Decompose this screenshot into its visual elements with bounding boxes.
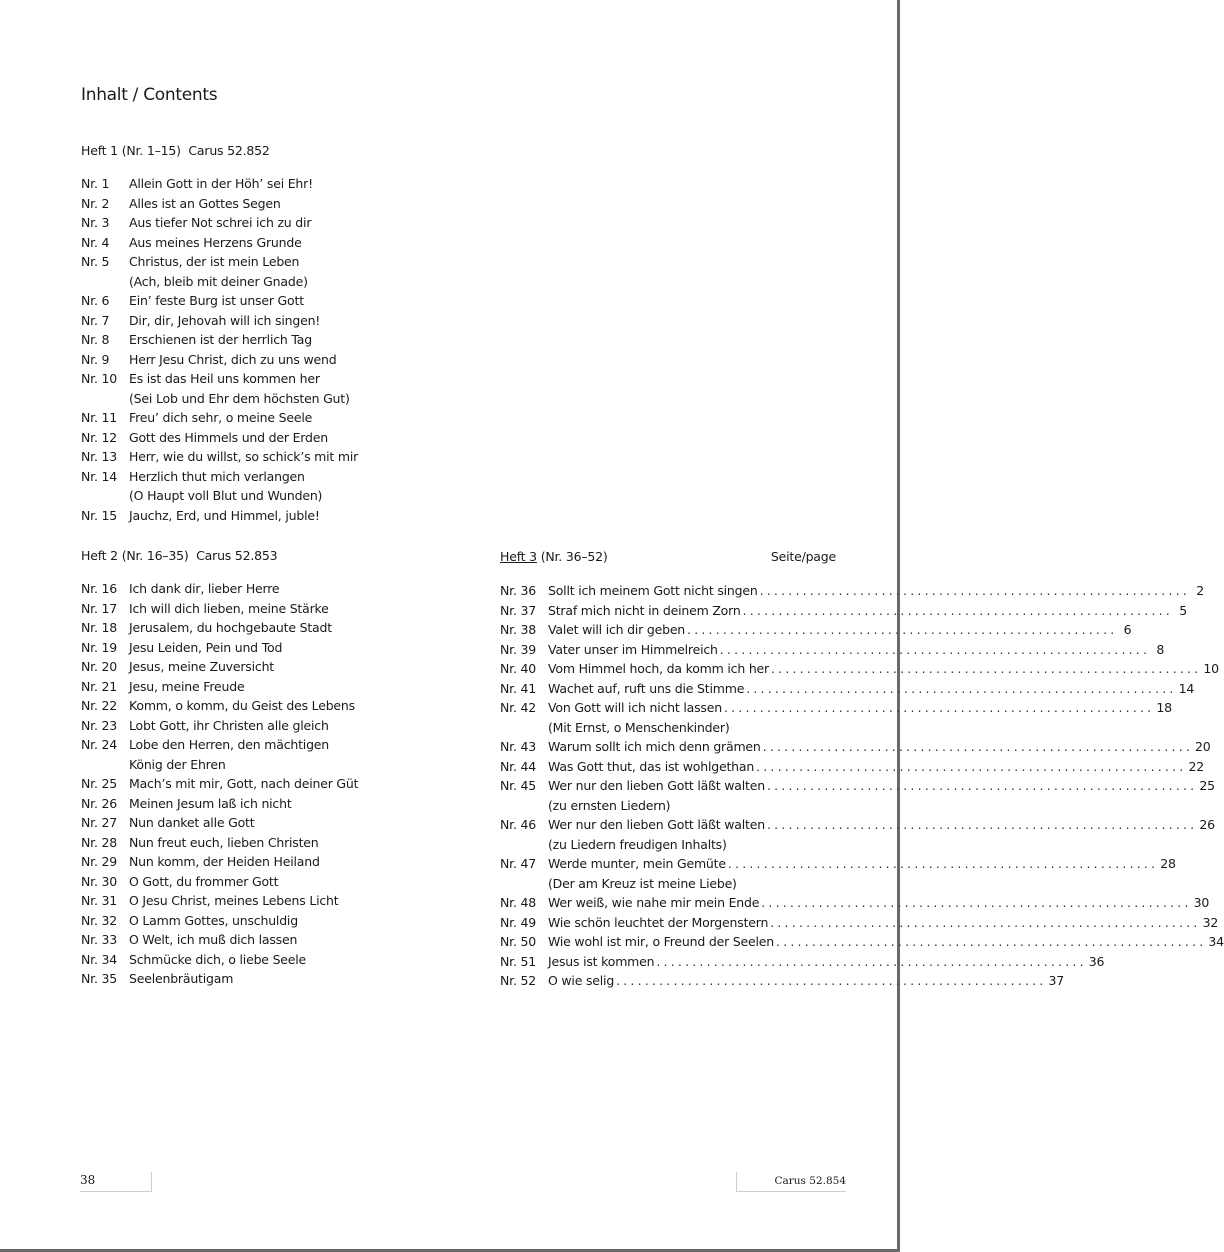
entry-page: 34 [1208,934,1224,949]
entry-title-block [129,350,336,370]
entry-title: Allein Gott in der Höh’ sei Ehr! [129,176,313,191]
entry-title-block [129,291,304,311]
toc-entry [81,311,358,331]
entry-title: Seelenbräutigam [129,971,234,986]
entry-line [548,932,1224,952]
entry-title-block [129,213,311,233]
entry-line [548,698,1172,718]
entry-title: Herr Jesu Christ, dich zu uns wend [129,351,337,367]
entry-number: Nr. 20 [81,659,117,674]
heft2-heading [81,548,277,563]
dot-leader: ............................................................ [616,973,1047,988]
entry-number: Nr. 46 [500,817,536,832]
toc-entry [500,679,1195,699]
heft2-range: (Nr. 16–35) [121,548,189,563]
toc-entry [81,657,358,677]
entry-subtitle: (zu Liedern freudigen Inhalts) [548,836,727,852]
entry-title: Wachet auf, ruft uns die Stimme [548,680,745,696]
dot-leader: ............................................................ [756,758,1187,774]
entry-title-block [129,233,302,253]
entry-title: Schmücke dich, o liebe Seele [129,951,307,967]
entry-title: O Welt, ich muß dich lassen [129,932,298,947]
entry-title: Freu’ dich sehr, o meine Seele [129,410,313,425]
entry-title-block [129,930,297,950]
entry-page: 32 [1202,914,1219,930]
toc-entry [500,971,1064,991]
toc-entry [81,579,358,599]
entry-title-block [129,852,320,872]
heft3-heading [500,549,836,564]
entry-title-block [129,428,328,448]
entry-title-block [129,911,298,931]
entry-title-block [129,891,338,911]
toc-entry [81,696,358,716]
toc-entry [81,950,358,970]
entry-title: Ich will dich lieben, meine Stärke [129,600,329,616]
entry-page: 18 [1156,700,1172,715]
entry-body [548,952,1105,972]
entry-number: Nr. 22 [81,698,117,713]
entry-number: Nr. 5 [81,254,110,269]
entry-number: Nr. 17 [81,600,117,616]
heft3-range: (Nr. 36–52) [540,549,608,564]
entry-body [548,815,1215,854]
entry-number: Nr. 45 [500,778,536,793]
entry-number: Nr. 38 [500,622,536,637]
entry-title: Jerusalem, du hochgebaute Stadt [129,620,332,635]
entry-line [548,620,1132,640]
entry-page: 8 [1156,641,1165,657]
entry-body [548,757,1204,777]
entry-number: Nr. 2 [81,195,110,211]
entry-number: Nr. 6 [81,293,110,308]
entry-line [548,640,1165,660]
entry-line [548,913,1219,933]
heft3-list [500,581,1224,991]
entry-line [548,757,1204,777]
toc-entry [500,776,1215,815]
toc-entry [81,852,358,872]
entry-number: Nr. 21 [81,678,117,694]
entry-title-block [129,794,292,814]
entry-subtitle: (Ach, bleib mit deiner Gnade) [129,273,308,289]
entry-number: Nr. 13 [81,449,117,464]
entry-title-block [129,311,320,331]
toc-entry [81,891,358,911]
entry-title: Jesu, meine Freude [129,678,245,694]
entry-number: Nr. 4 [81,234,110,250]
dot-leader: ............................................................ [723,700,1155,715]
entry-title-block [129,872,278,892]
entry-title: Wie wohl ist mir, o Freund der Seelen [548,934,775,949]
entry-number: Nr. 24 [81,737,117,752]
toc-entry [500,737,1211,757]
entry-body [548,776,1215,815]
dot-leader: ............................................................ [766,778,1198,793]
entry-body [548,620,1132,640]
entry-number: Nr. 29 [81,854,117,869]
entry-subtitle: (O Haupt voll Blut und Wunden) [129,488,323,503]
entry-title: Alles ist an Gottes Segen [129,195,281,211]
entry-title-block [129,950,306,970]
entry-title: Jesus, meine Zuversicht [129,659,274,674]
dot-leader: ............................................................ [776,934,1207,949]
entry-body [548,913,1219,933]
entry-number: Nr. 23 [81,717,117,733]
toc-entry [81,330,358,350]
dot-leader: ............................................................ [761,895,1192,910]
entry-title-block [129,194,281,214]
entry-title: Dir, dir, Jehovah will ich singen! [129,312,321,328]
entry-title: Nun danket alle Gott [129,815,255,830]
dot-leader: ............................................................ [727,856,1159,871]
entry-title: Aus meines Herzens Grunde [129,234,302,250]
entry-page: 26 [1199,817,1215,832]
heft1-heading [81,143,270,158]
entry-number: Nr. 16 [81,581,117,596]
entry-title: Ein’ feste Burg ist unser Gott [129,293,304,308]
entry-title-block [129,408,312,428]
entry-title: Christus, der ist mein Leben [129,254,300,269]
toc-entry [81,618,358,638]
entry-line [548,737,1211,757]
entry-body [548,932,1224,952]
dot-leader: ............................................................ [656,953,1087,969]
entry-title: Ich dank dir, lieber Herre [129,581,280,596]
entry-number: Nr. 3 [81,215,110,230]
entry-number: Nr. 50 [500,934,536,949]
entry-title: Wer weiß, wie nahe mir mein Ende [548,895,760,910]
entry-title-block [129,774,358,794]
entry-page: 22 [1188,758,1204,774]
entry-number: Nr. 39 [500,641,536,657]
entry-title: Sollt ich meinem Gott nicht singen [548,583,758,598]
entry-subtitle: (zu ernsten Liedern) [548,797,671,813]
entry-body [548,601,1187,621]
entry-title: Jesu Leiden, Pein und Tod [129,639,283,655]
entry-title-block [129,813,254,833]
entry-number: Nr. 42 [500,700,536,715]
entry-page: 2 [1196,583,1204,598]
entry-line [548,776,1215,796]
toc-entry [81,291,358,311]
heft2-list [81,579,358,989]
entry-title: Von Gott will ich nicht lassen [548,700,722,715]
toc-entry [81,969,358,989]
entry-title: Lobt Gott, ihr Christen alle gleich [129,717,329,733]
toc-entry [81,350,358,370]
heft1-label: Heft 1 [81,143,118,158]
entry-number: Nr. 31 [81,893,117,908]
toc-entry [81,252,358,291]
entry-line [548,971,1064,991]
entry-title: Nun komm, der Heiden Heiland [129,854,320,869]
entry-number: Nr. 37 [500,602,536,618]
entry-title: Was Gott thut, das ist wohlgethan [548,758,755,774]
heft1-list [81,174,358,525]
entry-title-block [129,969,233,989]
heft3-page-label: Seite/page [770,549,836,564]
entry-title: O Lamm Gottes, unschuldig [129,912,298,928]
toc-entry [500,854,1176,893]
entry-number: Nr. 1 [81,176,110,191]
page-number: 38 [80,1172,152,1192]
entry-title: O Gott, du frommer Gott [129,873,279,889]
entry-title: O Jesu Christ, meines Lebens Licht [129,893,339,908]
entry-title-block [129,696,355,716]
entry-title-block [129,252,308,291]
toc-entry [500,698,1172,737]
toc-entry [81,213,358,233]
entry-number: Nr. 47 [500,856,536,871]
entry-subtitle: König der Ehren [129,756,226,772]
toc-entry [500,952,1105,972]
entry-page: 36 [1088,953,1105,969]
toc-entry [500,913,1219,933]
entry-line [548,952,1105,972]
entry-number: Nr. 15 [81,507,117,523]
entry-number: Nr. 51 [500,953,536,969]
entry-line [548,601,1187,621]
toc-entry [500,893,1210,913]
entry-number: Nr. 48 [500,895,536,910]
toc-entry [81,735,358,774]
entry-number: Nr. 49 [500,914,536,930]
entry-title-block [129,599,329,619]
entry-number: Nr. 41 [500,680,536,696]
entry-title: Herzlich thut mich verlangen [129,468,305,484]
entry-title: Es ist das Heil uns kommen her [129,371,320,386]
page-title: Inhalt / Contents [81,85,218,105]
entry-title-block [129,618,332,638]
entry-number: Nr. 26 [81,795,117,811]
dot-leader: ............................................................ [762,739,1194,754]
entry-subtitle: (Sei Lob und Ehr dem höchsten Gut) [129,390,350,406]
entry-title: Komm, o komm, du Geist des Lebens [129,698,355,713]
dot-leader: ............................................................ [766,817,1198,832]
toc-entry [81,506,358,526]
toc-entry [81,428,358,448]
toc-entry [81,716,358,736]
toc-entry [81,930,358,950]
entry-page: 37 [1048,973,1064,988]
entry-title: O wie selig [548,973,615,988]
entry-number: Nr. 40 [500,661,536,676]
toc-entry [81,174,358,194]
entry-number: Nr. 14 [81,468,117,484]
heft1-range: (Nr. 1–15) [121,143,181,158]
entry-title: Mach’s mit mir, Gott, nach deiner Güt [129,776,359,791]
toc-entry [500,581,1204,601]
toc-entry [500,659,1219,679]
entry-title-block [129,833,319,853]
toc-entry [500,757,1204,777]
toc-entry [81,911,358,931]
entry-number: Nr. 43 [500,739,536,754]
entry-title: Erschienen ist der herrlich Tag [129,332,312,347]
entry-line [548,815,1215,835]
toc-entry [500,601,1187,621]
entry-title-block [129,447,358,467]
entry-number: Nr. 8 [81,332,110,347]
entry-number: Nr. 25 [81,776,117,791]
entry-page: 20 [1195,739,1211,754]
entry-body [548,698,1172,737]
toc-entry [81,833,358,853]
toc-entry [81,813,358,833]
entry-number: Nr. 18 [81,620,117,635]
dot-leader: ............................................................ [687,622,1118,637]
entry-body [548,581,1204,601]
entry-title: Wie schön leuchtet der Morgenstern [548,914,769,930]
entry-title: Lobe den Herren, den mächtigen [129,737,330,752]
entry-number: Nr. 36 [500,583,536,598]
entry-page: 10 [1203,661,1219,676]
entry-number: Nr. 32 [81,912,117,928]
entry-title: Werde munter, mein Gemüte [548,856,726,871]
toc-entry [500,932,1224,952]
entry-page: 5 [1179,602,1187,618]
entry-title-block [129,330,312,350]
entry-number: Nr. 34 [81,951,117,967]
entry-line [548,893,1210,913]
entry-title: Herr, wie du willst, so schick’s mit mir [129,449,359,464]
entry-title-block [129,369,350,408]
entry-number: Nr. 12 [81,429,117,445]
entry-title-block [129,638,282,658]
entry-body [548,854,1176,893]
entry-body [548,737,1211,757]
entry-line [548,659,1219,679]
entry-body [548,659,1219,679]
toc-entry [81,599,358,619]
entry-title-block [129,506,320,526]
toc-entry [500,620,1132,640]
toc-entry [81,677,358,697]
entry-title-block [129,657,274,677]
entry-title-block [129,716,329,736]
entry-number: Nr. 27 [81,815,117,830]
entry-number: Nr. 28 [81,834,117,850]
entry-number: Nr. 19 [81,639,117,655]
heft3-label: Heft 3 [500,549,537,564]
toc-entry [81,447,358,467]
toc-entry [500,815,1215,854]
toc-entry [81,194,358,214]
toc-entry [81,794,358,814]
entry-number: Nr. 9 [81,351,110,367]
entry-title: Meinen Jesum laß ich nicht [129,795,292,811]
toc-entry [81,774,358,794]
entry-line [548,854,1176,874]
entry-title: Wer nur den lieben Gott läßt walten [548,778,765,793]
entry-title-block [129,579,279,599]
entry-number: Nr. 33 [81,932,117,947]
entry-title-block [129,467,322,506]
entry-title: Straf mich nicht in deinem Zorn [548,602,741,618]
toc-entry [81,872,358,892]
dot-leader: ............................................................ [770,914,1201,930]
toc-entry [81,408,358,428]
entry-title: Jauchz, Erd, und Himmel, juble! [129,507,320,523]
entry-subtitle: (Der am Kreuz ist meine Liebe) [548,875,737,891]
entry-number: Nr. 35 [81,971,117,986]
entry-title: Gott des Himmels und der Erden [129,429,328,445]
entry-title: Jesus ist kommen [548,953,655,969]
entry-page: 25 [1199,778,1215,793]
entry-body [548,640,1165,660]
entry-number: Nr. 10 [81,371,117,386]
dot-leader: ............................................................ [770,661,1202,676]
entry-number: Nr. 30 [81,873,117,889]
entry-title: Warum sollt ich mich denn grämen [548,739,761,754]
entry-line [548,581,1204,601]
dot-leader: ............................................................ [746,680,1177,696]
toc-entry [81,233,358,253]
toc-entry [500,640,1165,660]
entry-body [548,893,1210,913]
dot-leader: ............................................................ [742,602,1173,618]
entry-number: Nr. 11 [81,410,117,425]
entry-page: 28 [1160,856,1176,871]
entry-page: 30 [1193,895,1210,910]
entry-title: Aus tiefer Not schrei ich zu dir [129,215,312,230]
entry-title-block [129,677,244,697]
entry-body [548,971,1064,991]
toc-entry [81,467,358,506]
entry-number: Nr. 44 [500,758,536,774]
dot-leader: ............................................................ [759,583,1190,598]
entry-title-block [129,735,329,774]
entry-line [548,679,1195,699]
entry-page: 6 [1123,622,1132,637]
heft2-carus: Carus 52.853 [196,548,278,563]
dot-leader: ............................................................ [719,641,1151,657]
toc-entry [81,638,358,658]
entry-title-block [129,174,313,194]
heft2-label: Heft 2 [81,548,118,563]
entry-title: Wer nur den lieben Gott läßt walten [548,817,765,832]
toc-entry [81,369,358,408]
entry-title: Vom Himmel hoch, da komm ich her [548,661,769,676]
catalog-number: Carus 52.854 [736,1172,846,1192]
heft1-carus: Carus 52.852 [188,143,270,158]
entry-number: Nr. 52 [500,973,536,988]
entry-subtitle: (Mit Ernst, o Menschenkinder) [548,719,730,735]
entry-number: Nr. 7 [81,312,110,328]
entry-body [548,679,1195,699]
entry-page: 14 [1178,680,1195,696]
entry-title: Nun freut euch, lieben Christen [129,834,319,850]
entry-title: Vater unser im Himmelreich [548,641,718,657]
entry-title: Valet will ich dir geben [548,622,686,637]
